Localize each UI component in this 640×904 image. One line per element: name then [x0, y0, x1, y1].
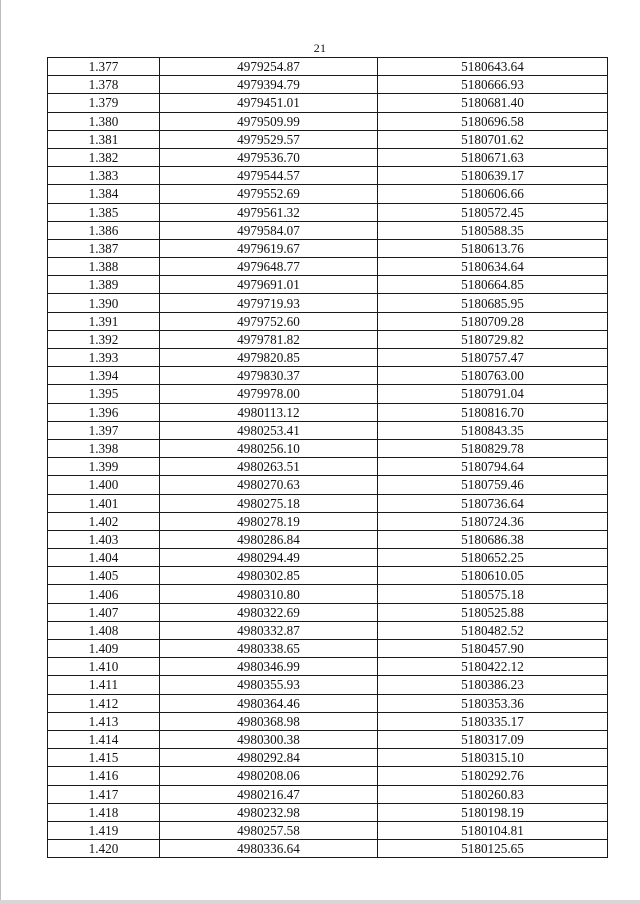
table-row	[48, 749, 608, 767]
table-row	[48, 185, 608, 203]
point-number-cell: 1.408	[48, 621, 160, 639]
x-coordinate-cell: 4980253.41	[160, 421, 378, 439]
table-row	[48, 403, 608, 421]
y-coordinate-cell: 5180457.90	[378, 640, 608, 658]
x-coordinate-cell: 4980338.65	[160, 640, 378, 658]
table-row	[48, 349, 608, 367]
x-coordinate-cell: 4979719.93	[160, 294, 378, 312]
x-coordinate-cell: 4980256.10	[160, 439, 378, 457]
table-row	[48, 167, 608, 185]
x-coordinate-cell: 4980275.18	[160, 494, 378, 512]
x-coordinate-cell: 4980232.98	[160, 803, 378, 821]
point-number-cell: 1.384	[48, 185, 160, 203]
point-number-cell: 1.391	[48, 312, 160, 330]
x-coordinate-cell: 4979691.01	[160, 276, 378, 294]
table-row	[48, 330, 608, 348]
table-row	[48, 294, 608, 312]
y-coordinate-cell: 5180759.46	[378, 476, 608, 494]
y-coordinate-cell: 5180575.18	[378, 585, 608, 603]
y-coordinate-cell: 5180701.62	[378, 130, 608, 148]
y-coordinate-cell: 5180260.83	[378, 785, 608, 803]
table-row	[48, 312, 608, 330]
x-coordinate-cell: 4980294.49	[160, 549, 378, 567]
table-row	[48, 112, 608, 130]
point-number-cell: 1.402	[48, 512, 160, 530]
table-row	[48, 803, 608, 821]
point-number-cell: 1.400	[48, 476, 160, 494]
point-number-cell: 1.418	[48, 803, 160, 821]
point-number-cell: 1.377	[48, 58, 160, 76]
x-coordinate-cell: 4979584.07	[160, 221, 378, 239]
table-row	[48, 676, 608, 694]
x-coordinate-cell: 4979552.69	[160, 185, 378, 203]
y-coordinate-cell: 5180639.17	[378, 167, 608, 185]
table-row	[48, 203, 608, 221]
point-number-cell: 1.396	[48, 403, 160, 421]
table-row	[48, 458, 608, 476]
x-coordinate-cell: 4979536.70	[160, 148, 378, 166]
x-coordinate-cell: 4980364.46	[160, 694, 378, 712]
x-coordinate-cell: 4980292.84	[160, 749, 378, 767]
table-row	[48, 130, 608, 148]
y-coordinate-cell: 5180643.64	[378, 58, 608, 76]
table-row	[48, 148, 608, 166]
y-coordinate-cell: 5180315.10	[378, 749, 608, 767]
y-coordinate-cell: 5180791.04	[378, 385, 608, 403]
y-coordinate-cell: 5180736.64	[378, 494, 608, 512]
y-coordinate-cell: 5180292.76	[378, 767, 608, 785]
x-coordinate-cell: 4979619.67	[160, 239, 378, 257]
point-number-cell: 1.390	[48, 294, 160, 312]
y-coordinate-cell: 5180613.76	[378, 239, 608, 257]
x-coordinate-cell: 4980270.63	[160, 476, 378, 494]
x-coordinate-cell: 4980278.19	[160, 512, 378, 530]
y-coordinate-cell: 5180696.58	[378, 112, 608, 130]
y-coordinate-cell: 5180794.64	[378, 458, 608, 476]
y-coordinate-cell: 5180634.64	[378, 258, 608, 276]
table-row	[48, 840, 608, 858]
x-coordinate-cell: 4979820.85	[160, 349, 378, 367]
table-row	[48, 658, 608, 676]
y-coordinate-cell: 5180686.38	[378, 530, 608, 548]
x-coordinate-cell: 4979394.79	[160, 76, 378, 94]
y-coordinate-cell: 5180606.66	[378, 185, 608, 203]
x-coordinate-cell: 4980310.80	[160, 585, 378, 603]
scan-edge-left	[0, 0, 1, 904]
table-row	[48, 603, 608, 621]
x-coordinate-cell: 4979561.32	[160, 203, 378, 221]
point-number-cell: 1.385	[48, 203, 160, 221]
point-number-cell: 1.412	[48, 694, 160, 712]
y-coordinate-cell: 5180709.28	[378, 312, 608, 330]
point-number-cell: 1.379	[48, 94, 160, 112]
y-coordinate-cell: 5180335.17	[378, 712, 608, 730]
table-row	[48, 94, 608, 112]
table-row	[48, 439, 608, 457]
coordinates-table-body	[48, 58, 608, 858]
table-row	[48, 512, 608, 530]
point-number-cell: 1.382	[48, 148, 160, 166]
point-number-cell: 1.398	[48, 439, 160, 457]
y-coordinate-cell: 5180386.23	[378, 676, 608, 694]
point-number-cell: 1.394	[48, 367, 160, 385]
x-coordinate-cell: 4980208.06	[160, 767, 378, 785]
y-coordinate-cell: 5180610.05	[378, 567, 608, 585]
point-number-cell: 1.380	[48, 112, 160, 130]
point-number-cell: 1.410	[48, 658, 160, 676]
point-number-cell: 1.419	[48, 821, 160, 839]
table-row	[48, 549, 608, 567]
table-row	[48, 767, 608, 785]
point-number-cell: 1.401	[48, 494, 160, 512]
table-row	[48, 585, 608, 603]
scan-edge-bottom	[0, 900, 640, 904]
x-coordinate-cell: 4980332.87	[160, 621, 378, 639]
point-number-cell: 1.378	[48, 76, 160, 94]
table-row	[48, 367, 608, 385]
table-row	[48, 821, 608, 839]
x-coordinate-cell: 4979451.01	[160, 94, 378, 112]
point-number-cell: 1.389	[48, 276, 160, 294]
point-number-cell: 1.407	[48, 603, 160, 621]
point-number-cell: 1.409	[48, 640, 160, 658]
x-coordinate-cell: 4980113.12	[160, 403, 378, 421]
x-coordinate-cell: 4979254.87	[160, 58, 378, 76]
point-number-cell: 1.414	[48, 730, 160, 748]
table-row	[48, 76, 608, 94]
table-row	[48, 730, 608, 748]
table-row	[48, 421, 608, 439]
x-coordinate-cell: 4980257.58	[160, 821, 378, 839]
x-coordinate-cell: 4979781.82	[160, 330, 378, 348]
table-row	[48, 385, 608, 403]
x-coordinate-cell: 4979509.99	[160, 112, 378, 130]
x-coordinate-cell: 4979978.00	[160, 385, 378, 403]
y-coordinate-cell: 5180671.63	[378, 148, 608, 166]
y-coordinate-cell: 5180843.35	[378, 421, 608, 439]
y-coordinate-cell: 5180757.47	[378, 349, 608, 367]
table-row	[48, 621, 608, 639]
y-coordinate-cell: 5180104.81	[378, 821, 608, 839]
point-number-cell: 1.395	[48, 385, 160, 403]
y-coordinate-cell: 5180666.93	[378, 76, 608, 94]
x-coordinate-cell: 4980346.99	[160, 658, 378, 676]
table-row	[48, 640, 608, 658]
coordinates-table	[47, 57, 608, 858]
table-row	[48, 567, 608, 585]
y-coordinate-cell: 5180681.40	[378, 94, 608, 112]
x-coordinate-cell: 4980263.51	[160, 458, 378, 476]
x-coordinate-cell: 4979830.37	[160, 367, 378, 385]
x-coordinate-cell: 4980336.64	[160, 840, 378, 858]
point-number-cell: 1.411	[48, 676, 160, 694]
point-number-cell: 1.399	[48, 458, 160, 476]
x-coordinate-cell: 4980368.98	[160, 712, 378, 730]
point-number-cell: 1.413	[48, 712, 160, 730]
y-coordinate-cell: 5180652.25	[378, 549, 608, 567]
point-number-cell: 1.405	[48, 567, 160, 585]
table-row	[48, 530, 608, 548]
point-number-cell: 1.393	[48, 349, 160, 367]
table-row	[48, 785, 608, 803]
x-coordinate-cell: 4980322.69	[160, 603, 378, 621]
point-number-cell: 1.388	[48, 258, 160, 276]
y-coordinate-cell: 5180664.85	[378, 276, 608, 294]
x-coordinate-cell: 4980302.85	[160, 567, 378, 585]
y-coordinate-cell: 5180829.78	[378, 439, 608, 457]
y-coordinate-cell: 5180816.70	[378, 403, 608, 421]
table-row	[48, 258, 608, 276]
x-coordinate-cell: 4980300.38	[160, 730, 378, 748]
y-coordinate-cell: 5180353.36	[378, 694, 608, 712]
y-coordinate-cell: 5180724.36	[378, 512, 608, 530]
x-coordinate-cell: 4980286.84	[160, 530, 378, 548]
table-row	[48, 712, 608, 730]
x-coordinate-cell: 4980355.93	[160, 676, 378, 694]
point-number-cell: 1.397	[48, 421, 160, 439]
point-number-cell: 1.420	[48, 840, 160, 858]
point-number-cell: 1.387	[48, 239, 160, 257]
x-coordinate-cell: 4979544.57	[160, 167, 378, 185]
y-coordinate-cell: 5180572.45	[378, 203, 608, 221]
point-number-cell: 1.417	[48, 785, 160, 803]
y-coordinate-cell: 5180685.95	[378, 294, 608, 312]
table-row	[48, 694, 608, 712]
table-row	[48, 58, 608, 76]
x-coordinate-cell: 4979752.60	[160, 312, 378, 330]
point-number-cell: 1.416	[48, 767, 160, 785]
y-coordinate-cell: 5180525.88	[378, 603, 608, 621]
point-number-cell: 1.383	[48, 167, 160, 185]
table-row	[48, 276, 608, 294]
table-row	[48, 476, 608, 494]
x-coordinate-cell: 4979648.77	[160, 258, 378, 276]
x-coordinate-cell: 4979529.57	[160, 130, 378, 148]
point-number-cell: 1.415	[48, 749, 160, 767]
page-number: 21	[313, 41, 327, 55]
point-number-cell: 1.404	[48, 549, 160, 567]
y-coordinate-cell: 5180198.19	[378, 803, 608, 821]
point-number-cell: 1.386	[48, 221, 160, 239]
table-row	[48, 239, 608, 257]
y-coordinate-cell: 5180482.52	[378, 621, 608, 639]
table-row	[48, 494, 608, 512]
y-coordinate-cell: 5180125.65	[378, 840, 608, 858]
y-coordinate-cell: 5180588.35	[378, 221, 608, 239]
table-row	[48, 221, 608, 239]
y-coordinate-cell: 5180763.00	[378, 367, 608, 385]
y-coordinate-cell: 5180422.12	[378, 658, 608, 676]
y-coordinate-cell: 5180317.09	[378, 730, 608, 748]
x-coordinate-cell: 4980216.47	[160, 785, 378, 803]
point-number-cell: 1.406	[48, 585, 160, 603]
point-number-cell: 1.403	[48, 530, 160, 548]
point-number-cell: 1.381	[48, 130, 160, 148]
point-number-cell: 1.392	[48, 330, 160, 348]
y-coordinate-cell: 5180729.82	[378, 330, 608, 348]
